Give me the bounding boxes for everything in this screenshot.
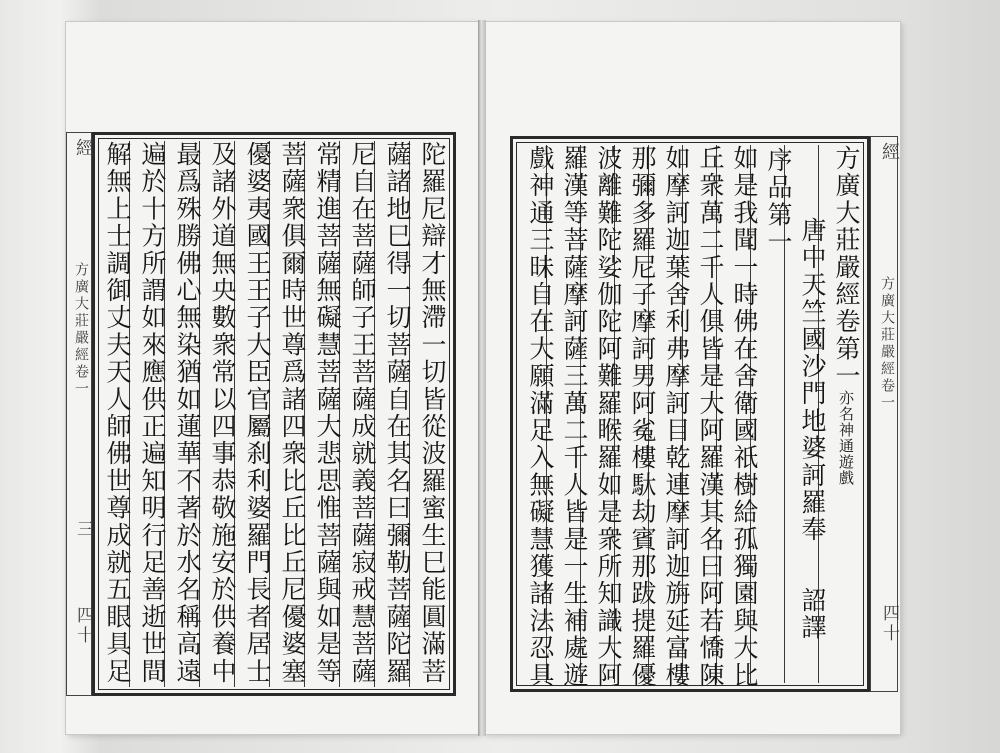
margin-title: 方廣大莊嚴經卷一 — [879, 276, 895, 412]
column-rule — [304, 141, 305, 687]
text-column: 尼自在菩薩師子王菩薩成就義菩薩寂戒慧菩薩 — [348, 141, 377, 685]
chapter-heading: 序品第一 — [764, 147, 793, 256]
column-rule — [750, 145, 751, 683]
column-rule — [818, 145, 819, 683]
column-rule — [614, 145, 615, 683]
text-column: 菩薩衆俱爾時世尊爲諸四衆比丘比丘尼優婆塞 — [278, 141, 307, 685]
right-text-frame — [510, 136, 870, 692]
text-column: 解無上士調御丈夫天人師佛世尊成就五眼具足 — [103, 141, 132, 685]
margin-title: 方廣大莊嚴經卷一 — [73, 262, 89, 398]
left-text-frame — [92, 132, 456, 696]
scroll-title-note: 亦名神通遊戲 — [837, 389, 855, 486]
column-rule — [234, 141, 235, 687]
column-rule — [580, 145, 581, 683]
text-column: 優婆夷國王王子大臣官屬刹利婆羅門長者居士 — [243, 141, 272, 685]
column-rule — [409, 141, 410, 687]
column-rule — [716, 145, 717, 683]
translator-verb: 詔譯 — [798, 587, 827, 642]
text-column: 及諸外道無央數衆常以四事恭敬施安於供養中 — [208, 141, 237, 685]
text-column: 最爲殊勝佛心無染猶如蓮華不著於水名稱高遠 — [173, 141, 202, 685]
margin-page: 三 — [73, 520, 93, 540]
text-column: 戲神通三昧自在大願滿足入無礙慧獲諸法忍具 — [526, 145, 555, 689]
column-rule — [269, 141, 270, 687]
margin-number: 四十 — [73, 606, 93, 646]
text-column: 如是我聞一時佛在舍衛國祇樹給孤獨園與大比 — [730, 145, 759, 689]
text-column: 常精進菩薩無礙慧菩薩大悲思惟菩薩與如是等 — [313, 141, 342, 685]
column-rule — [682, 145, 683, 683]
column-rule — [546, 145, 547, 683]
margin-glyph: 經 — [73, 138, 94, 159]
column-rule — [164, 141, 165, 687]
text-column: 陀羅尼辯才無滯一切皆從波羅蜜生巳能圓滿菩 — [418, 141, 447, 685]
column-rule — [129, 141, 130, 687]
column-rule — [648, 145, 649, 683]
column-rule — [339, 141, 340, 687]
text-column: 遍於十方所謂如來應供正遍知明行足善逝世間 — [138, 141, 167, 685]
translator-line: 唐中天竺國沙門地婆訶羅奉 — [798, 217, 827, 544]
text-column: 丘衆萬二千人俱皆是大阿羅漢其名曰阿若憍陳 — [696, 145, 725, 689]
book-gutter — [478, 20, 486, 736]
scroll-title-text: 方廣大莊嚴經卷第一 — [832, 145, 861, 390]
column-rule — [784, 145, 785, 683]
text-column: 如摩訶迦葉舍利弗摩訶目乾連摩訶迦旃延富樓 — [662, 145, 691, 689]
text-column: 波離難陀娑伽陀阿難羅睺羅如是衆所知識大阿 — [594, 145, 623, 689]
scroll-title — [834, 145, 859, 486]
text-column: 薩諸地巳得一切菩薩自在其名曰彌勒菩薩陀羅 — [383, 141, 412, 685]
margin-number: 四十 — [879, 604, 899, 644]
margin-glyph: 經 — [879, 142, 900, 163]
column-rule — [374, 141, 375, 687]
text-column: 羅漢等菩薩摩訶薩三萬二千人皆是一生補處遊 — [560, 145, 589, 689]
text-column: 那彌多羅尼子摩訶男阿㝹樓馱劫賓那跋提羅優 — [628, 145, 657, 689]
column-rule — [199, 141, 200, 687]
